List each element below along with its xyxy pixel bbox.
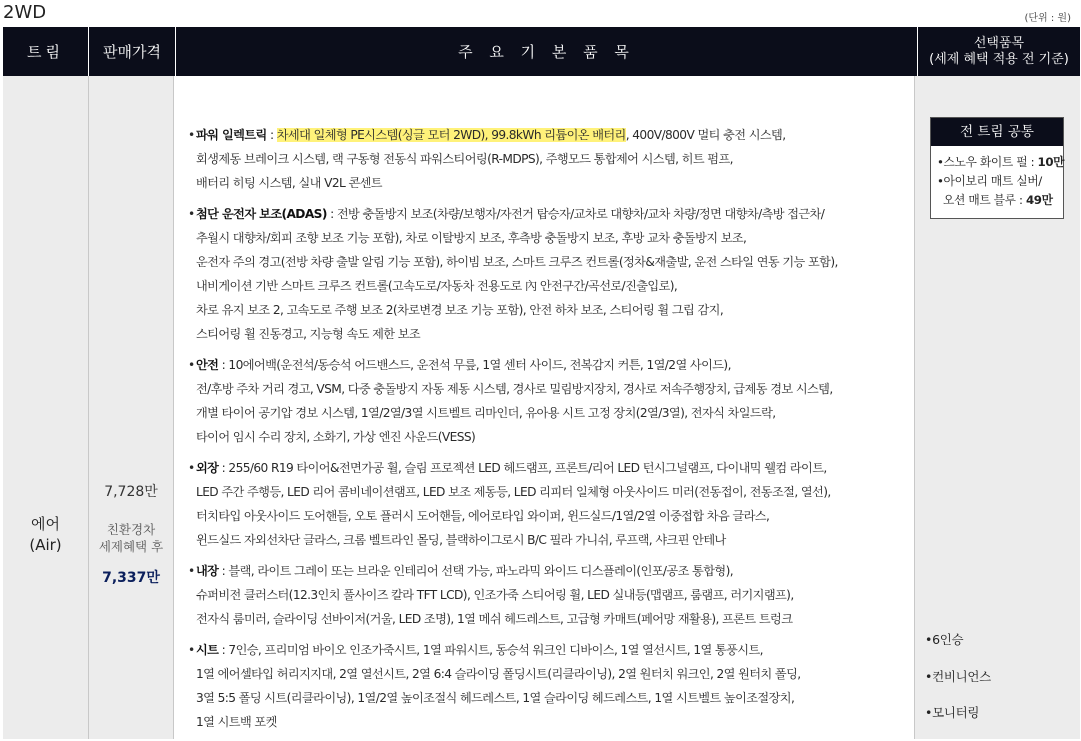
feature-separator: : (218, 643, 229, 657)
feature-line: 터치타입 아웃사이드 도어핸들, 오토 플러시 도어핸들, 에어로타입 와이퍼, 윈드실드/1열/2열 이중접합 차음 글라스, (196, 509, 770, 523)
feature-line: 1열 에어셀타입 허리지지대, 2열 열선시트, 2열 6:4 슬라이딩 폴딩시트(리클라이닝), 2열 원터치 워크인, 2열 원터치 폴딩, (196, 667, 801, 681)
feature-title: 안전 (196, 358, 219, 372)
drive-type-label: 2WD (3, 2, 47, 23)
feature-line (188, 638, 908, 662)
option-item-snow-white (937, 153, 1065, 172)
feature-line: 차로 유지 보조 2, 고속도로 주행 보조 2(차로변경 보조 기능 포함), 안전 하차 보조, 스티어링 휠 그립 감지, (196, 303, 724, 317)
feature-text: 블랙, 라이트 그레이 또는 브라운 인테리어 선택 가능, 파노라믹 와이드 디스플레이(인포/공조 통합형), (228, 564, 733, 578)
feature-line: 배터리 히팅 시스템, 실내 V2L 콘센트 (196, 176, 382, 190)
feature-text: 255/60 R19 타이어&전면가공 휠, 슬림 프로젝션 LED 헤드램프, 프론트/리어 LED 턴시그널램프, 다이내믹 웰컴 라이트, (228, 461, 827, 475)
feature-text: , 400V/800V 멀티 충전 시스템, (625, 128, 786, 142)
feature-text: 10에어백(운전석/동승석 어드밴스드, 운전석 무릎, 1열 센터 사이드, 전복감지 커튼, 1열/2열 사이드), (228, 358, 731, 372)
feature-title: 내장 (196, 564, 219, 578)
feature-title: 첨단 운전자 보조(ADAS) (196, 207, 327, 221)
feature-title: 파워 일렉트릭 (196, 128, 267, 142)
option-convenience: •컨비니언스 (925, 669, 991, 684)
option-monitoring: •모니터링 (925, 705, 980, 720)
feature-line (188, 559, 908, 583)
price-eco-label (89, 521, 173, 555)
feature-line: LED 주간 주행등, LED 리어 콤비네이션램프, LED 보조 제동등, LED 리피터 일체형 아웃사이드 미러(전동접이, 전동조절, 열선), (196, 485, 831, 499)
bullet: • (188, 643, 195, 657)
feature-title: 외장 (196, 461, 219, 475)
feature-line: 전/후방 주차 거리 경고, VSM, 다중 충돌방지 자동 제동 시스템, 경사로 밀림방지장치, 경사로 저속주행장치, 급제동 경보 시스템, (196, 382, 833, 396)
bullet: • (188, 207, 195, 221)
option-price: 10만 (1037, 155, 1065, 169)
price-eco-line1: 친환경차 (106, 522, 156, 537)
header-price: 판매가격 (103, 43, 161, 61)
feature-line (188, 353, 908, 377)
feature-interior (188, 559, 908, 631)
feature-line: 개별 타이어 공기압 경보 시스템, 1열/2열/3열 시트벨트 리마인더, 유아용 시트 고정 장치(2열/3열), 전자식 차일드락, (196, 406, 776, 420)
feature-separator: : (218, 564, 229, 578)
feature-line: 내비게이션 기반 스마트 크루즈 컨트롤(고속도로/자동차 전용도로 內 안전구간/곡선로/진출입로), (196, 279, 678, 293)
feature-separator: : (218, 358, 229, 372)
feature-safety (188, 353, 908, 449)
feature-line: 운전자 주의 경고(전방 차량 출발 알림 기능 포함), 하이빔 보조, 스마트 크루즈 컨트롤(정차&재출발, 운전 스타일 연동 기능 포함), (196, 255, 838, 269)
feature-line: 1열 시트백 포켓 (196, 715, 277, 729)
feature-title: 시트 (196, 643, 219, 657)
feature-highlight: 차세대 일체형 PE시스템(싱글 모터 2WD), 99.8kWh 리튬이온 배터리 (276, 128, 626, 142)
feature-line: 전자식 룸미러, 슬라이딩 선바이저(거울, LED 조명), 1열 메쉬 헤드레스트, 고급형 카매트(페어망 재활용), 프론트 트렁크 (196, 612, 793, 626)
option-six-seater: •6인승 (925, 632, 964, 647)
trim-name-ko: 에어 (31, 515, 60, 533)
option-item-matte-colors (937, 172, 1059, 191)
common-options-list (931, 146, 1063, 218)
header-main-features: 주 요 기 본 품 목 (458, 43, 635, 61)
feature-text: 전방 충돌방지 보조(차량/보행자/자전거 탑승자/교차로 대향차/교차 차량/정면 대향차/측방 접근차/ (336, 207, 825, 221)
feature-line: 회생제동 브레이크 시스템, 랙 구동형 전동식 파워스티어링(R-MDPS), 주행모드 통합제어 시스템, 히트 펌프, (196, 152, 733, 166)
trim-name-en: (Air) (29, 536, 62, 554)
feature-separator: : (326, 207, 337, 221)
table-header (3, 27, 1080, 76)
feature-exterior (188, 456, 908, 552)
bullet: • (188, 358, 195, 372)
option-label: 오션 매트 블루 : (943, 193, 1026, 207)
header-trim: 트림 (27, 43, 64, 61)
feature-line: 타이어 임시 수리 장치, 소화기, 가상 엔진 사운드(VESS) (196, 430, 476, 444)
feature-line: 추월시 대향차/회피 조향 보조 기능 포함), 차로 이탈방지 보조, 후측방 충돌방지 보조, 후방 교차 충돌방지 보조, (196, 231, 747, 245)
feature-line (188, 123, 908, 147)
feature-line: 스티어링 휠 진동경고, 지능형 속도 제한 보조 (196, 327, 421, 341)
option-price: 49만 (1025, 193, 1053, 207)
column-divider (914, 76, 915, 739)
feature-separator: : (266, 128, 277, 142)
option-item-matte-colors-cont (937, 191, 1059, 210)
column-divider (88, 76, 89, 739)
feature-text: 7인승, 프리미엄 바이오 인조가죽시트, 1열 파워시트, 동승석 워크인 디바이스, 1열 열선시트, 1열 통풍시트, (228, 643, 763, 657)
common-options-title: 전 트림 공통 (931, 118, 1063, 146)
feature-line (188, 456, 908, 480)
trim-column (3, 76, 88, 739)
bullet: • (188, 128, 195, 142)
feature-separator: : (218, 461, 229, 475)
option-label: •아이보리 매트 실버/ (937, 174, 1042, 188)
price-final: 7,337만 (102, 570, 160, 586)
feature-line: 윈드실드 자외선차단 글라스, 크롬 벨트라인 몰딩, 블랙하이그로시 B/C 필라 가니쉬, 루프랙, 샤크핀 안테나 (196, 533, 726, 547)
option-label: •스노우 화이트 펄 : (937, 155, 1038, 169)
feature-seat (188, 638, 908, 734)
price-column (89, 76, 173, 739)
feature-line (188, 202, 908, 226)
common-options-box (930, 117, 1064, 219)
header-options-title: 선택품목 (973, 35, 1025, 51)
column-divider (173, 76, 174, 739)
feature-line: 3열 5:5 폴딩 시트(리클라이닝), 1열/2열 높이조절식 헤드레스트, 1열 슬라이딩 헤드레스트, 1열 시트벨트 높이조절장치, (196, 691, 795, 705)
trim-name (3, 514, 88, 556)
bullet: • (188, 461, 195, 475)
feature-adas (188, 202, 908, 346)
price-eco-line2: 세제혜택 후 (98, 539, 164, 554)
header-options-subtitle: (세제 혜택 적용 전 기준) (929, 51, 1069, 67)
feature-line: 슈퍼비전 클러스터(12.3인치 풀사이즈 칼라 TFT LCD), 인조가죽 스티어링 휠, LED 실내등(맵램프, 룸램프, 러기지램프), (196, 588, 794, 602)
price-base: 7,728만 (104, 484, 158, 500)
header-options (918, 27, 1080, 76)
unit-note: (단위 : 원) (1024, 13, 1071, 24)
bullet: • (188, 564, 195, 578)
feature-power-electric (188, 123, 908, 195)
main-features (188, 123, 908, 741)
